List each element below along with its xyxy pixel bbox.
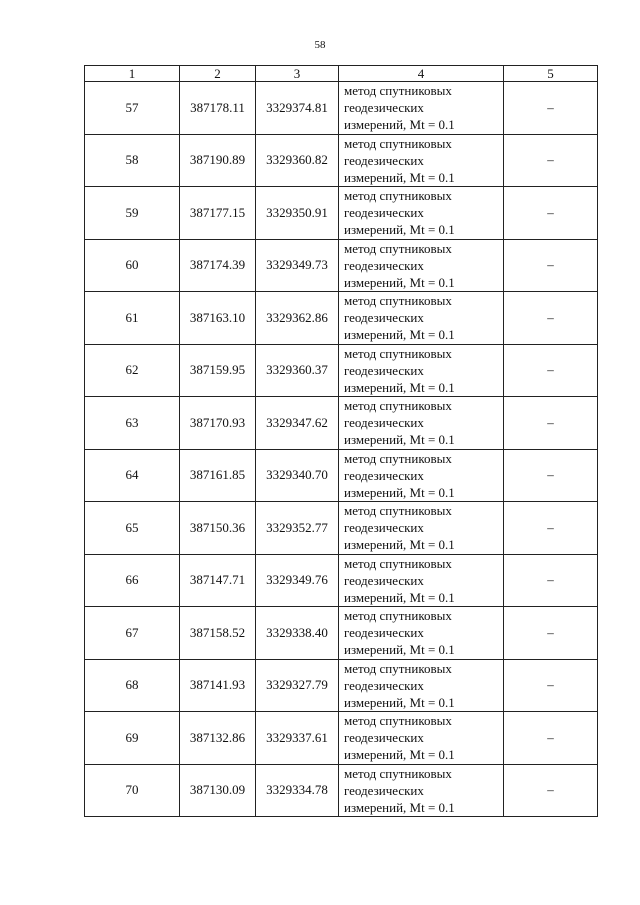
table-body [85, 82, 598, 817]
point-number-cell: 68 [85, 659, 180, 712]
method-cell [339, 607, 504, 660]
point-number-cell: 61 [85, 292, 180, 345]
x-coordinate-cell: 387161.85 [180, 449, 256, 502]
y-coordinate-cell: 3329360.37 [256, 344, 339, 397]
y-coordinate-cell: 3329360.82 [256, 134, 339, 187]
y-coordinate-cell: 3329347.62 [256, 397, 339, 450]
y-coordinate-cell: 3329337.61 [256, 712, 339, 765]
method-cell [339, 187, 504, 240]
note-cell: – [504, 502, 598, 555]
method-line-1: метод спутниковых [344, 450, 452, 466]
method-line-3: измерений, Mt = 0.1 [344, 537, 455, 553]
y-coordinate-cell: 3329374.81 [256, 82, 339, 135]
point-number-cell: 60 [85, 239, 180, 292]
method-line-1: метод спутниковых [344, 83, 452, 99]
y-coordinate-cell: 3329349.76 [256, 554, 339, 607]
y-coordinate-cell: 3329350.91 [256, 187, 339, 240]
method-line-2: геодезических [344, 310, 424, 326]
header-cell-3: 3 [256, 66, 339, 82]
method-line-3: измерений, Mt = 0.1 [344, 169, 455, 185]
method-line-1: метод спутниковых [344, 555, 452, 571]
x-coordinate-cell: 387147.71 [180, 554, 256, 607]
table-row [85, 659, 598, 712]
method-line-2: геодезических [344, 677, 424, 693]
point-number-cell: 59 [85, 187, 180, 240]
table-row [85, 82, 598, 135]
y-coordinate-cell: 3329362.86 [256, 292, 339, 345]
method-cell [339, 502, 504, 555]
point-number-cell: 65 [85, 502, 180, 555]
method-line-3: измерений, Mt = 0.1 [344, 274, 455, 290]
coordinates-table [84, 65, 598, 817]
table-row [85, 187, 598, 240]
method-line-1: метод спутниковых [344, 240, 452, 256]
method-line-2: геодезических [344, 572, 424, 588]
method-line-3: измерений, Mt = 0.1 [344, 484, 455, 500]
method-line-1: метод спутниковых [344, 398, 452, 414]
method-line-2: геодезических [344, 730, 424, 746]
note-cell: – [504, 82, 598, 135]
point-number-cell: 69 [85, 712, 180, 765]
method-cell [339, 554, 504, 607]
method-line-3: измерений, Mt = 0.1 [344, 799, 455, 815]
method-cell [339, 344, 504, 397]
note-cell: – [504, 134, 598, 187]
method-line-2: геодезических [344, 100, 424, 116]
method-line-1: метод спутниковых [344, 503, 452, 519]
method-line-2: геодезических [344, 257, 424, 273]
note-cell: – [504, 607, 598, 660]
header-cell-2: 2 [180, 66, 256, 82]
y-coordinate-cell: 3329340.70 [256, 449, 339, 502]
note-cell: – [504, 554, 598, 607]
note-cell: – [504, 712, 598, 765]
x-coordinate-cell: 387190.89 [180, 134, 256, 187]
table-row [85, 607, 598, 660]
method-line-2: геодезических [344, 782, 424, 798]
note-cell: – [504, 239, 598, 292]
method-cell [339, 82, 504, 135]
method-line-3: измерений, Mt = 0.1 [344, 747, 455, 763]
method-line-3: измерений, Mt = 0.1 [344, 432, 455, 448]
method-cell [339, 239, 504, 292]
note-cell: – [504, 764, 598, 817]
method-line-3: измерений, Mt = 0.1 [344, 222, 455, 238]
note-cell: – [504, 187, 598, 240]
y-coordinate-cell: 3329352.77 [256, 502, 339, 555]
point-number-cell: 58 [85, 134, 180, 187]
header-cell-1: 1 [85, 66, 180, 82]
method-line-1: метод спутниковых [344, 345, 452, 361]
method-line-1: метод спутниковых [344, 713, 452, 729]
x-coordinate-cell: 387159.95 [180, 344, 256, 397]
method-cell [339, 764, 504, 817]
note-cell: – [504, 397, 598, 450]
x-coordinate-cell: 387170.93 [180, 397, 256, 450]
method-line-3: измерений, Mt = 0.1 [344, 694, 455, 710]
table-row [85, 449, 598, 502]
table-row [85, 134, 598, 187]
method-cell [339, 659, 504, 712]
method-line-1: метод спутниковых [344, 293, 452, 309]
method-cell [339, 292, 504, 345]
table-row [85, 397, 598, 450]
x-coordinate-cell: 387178.11 [180, 82, 256, 135]
method-line-3: измерений, Mt = 0.1 [344, 327, 455, 343]
note-cell: – [504, 449, 598, 502]
method-line-2: геодезических [344, 362, 424, 378]
point-number-cell: 67 [85, 607, 180, 660]
table-row [85, 344, 598, 397]
point-number-cell: 63 [85, 397, 180, 450]
point-number-cell: 66 [85, 554, 180, 607]
method-line-1: метод спутниковых [344, 188, 452, 204]
method-line-3: измерений, Mt = 0.1 [344, 117, 455, 133]
method-line-2: геодезических [344, 415, 424, 431]
point-number-cell: 70 [85, 764, 180, 817]
table-row [85, 239, 598, 292]
table-row [85, 712, 598, 765]
x-coordinate-cell: 387174.39 [180, 239, 256, 292]
note-cell: – [504, 344, 598, 397]
method-line-3: измерений, Mt = 0.1 [344, 642, 455, 658]
method-line-1: метод спутниковых [344, 135, 452, 151]
y-coordinate-cell: 3329334.78 [256, 764, 339, 817]
table-row [85, 764, 598, 817]
x-coordinate-cell: 387163.10 [180, 292, 256, 345]
y-coordinate-cell: 3329327.79 [256, 659, 339, 712]
method-cell [339, 712, 504, 765]
point-number-cell: 57 [85, 82, 180, 135]
method-line-2: геодезических [344, 152, 424, 168]
x-coordinate-cell: 387150.36 [180, 502, 256, 555]
method-cell [339, 449, 504, 502]
point-number-cell: 62 [85, 344, 180, 397]
x-coordinate-cell: 387158.52 [180, 607, 256, 660]
method-line-2: геодезических [344, 625, 424, 641]
method-line-1: метод спутниковых [344, 765, 452, 781]
method-line-3: измерений, Mt = 0.1 [344, 589, 455, 605]
method-cell [339, 397, 504, 450]
table-row [85, 554, 598, 607]
x-coordinate-cell: 387177.15 [180, 187, 256, 240]
method-line-2: геодезических [344, 520, 424, 536]
x-coordinate-cell: 387141.93 [180, 659, 256, 712]
page-number: 58 [314, 39, 326, 51]
method-line-1: метод спутниковых [344, 660, 452, 676]
table-row [85, 502, 598, 555]
header-row [85, 66, 598, 82]
point-number-cell: 64 [85, 449, 180, 502]
note-cell: – [504, 659, 598, 712]
method-cell [339, 134, 504, 187]
y-coordinate-cell: 3329338.40 [256, 607, 339, 660]
note-cell: – [504, 292, 598, 345]
x-coordinate-cell: 387130.09 [180, 764, 256, 817]
method-line-1: метод спутниковых [344, 608, 452, 624]
header-cell-4: 4 [339, 66, 504, 82]
header-cell-5: 5 [504, 66, 598, 82]
method-line-2: геодезических [344, 467, 424, 483]
method-line-3: измерений, Mt = 0.1 [344, 379, 455, 395]
table-row [85, 292, 598, 345]
x-coordinate-cell: 387132.86 [180, 712, 256, 765]
method-line-2: геодезических [344, 205, 424, 221]
y-coordinate-cell: 3329349.73 [256, 239, 339, 292]
